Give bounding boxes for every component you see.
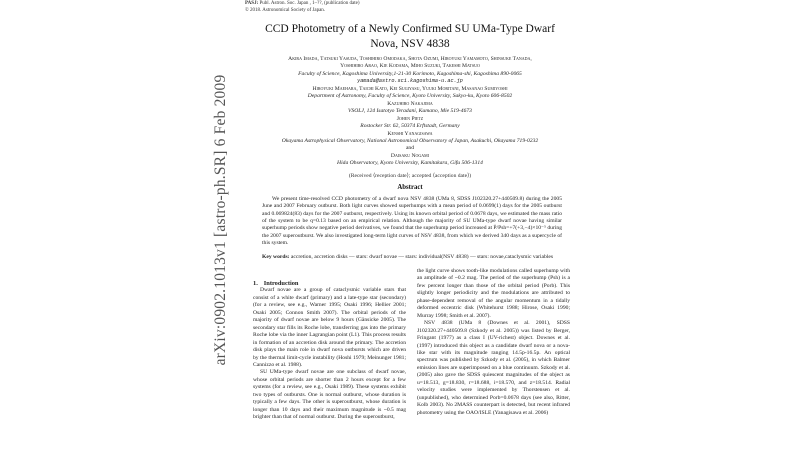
journal-name: PASJ: bbox=[245, 1, 259, 6]
author-line: Akira Imada, Tatsuki Yasuda, Toshihiro Omodaka, Shota Ozumi, Hiroyuki Yamamoto, Shinsuke Tanada, bbox=[288, 56, 532, 62]
author-line: Daisaku Nogami bbox=[390, 152, 430, 159]
section-title: Introduction bbox=[263, 280, 299, 287]
author-line: Hiroyuki Maehara, Taichi Kato, Kei Sugiyasu, Yuuki Moritani, Masanao Sumiyoshi bbox=[312, 85, 508, 92]
received-dates: (Received ⟨reception date⟩; accepted ⟨acception date⟩) bbox=[348, 173, 472, 179]
keywords-list: accretion, accretion disks — stars: dwarf novae — stars: individual(NSV 4838) — stars: novae,cataclysmic variables bbox=[290, 254, 554, 260]
and-separator: and bbox=[405, 145, 415, 152]
keywords-label: Key words: bbox=[262, 254, 290, 260]
abstract-text: We present time-resolved CCD photometry of a dwarf nova NSV 4838 (UMa 8, SDSS J102320.27+440509.8) during the 2005 June and 2007 February outburst. Both light curves showed superhumps with a mean period of 0.0699(1) days for the 2005 outburst and 0.069824(83) days for the 2007 outburst, respectively. Using its known orbital period of 0.0678 days, we estimated the mass ratio of the system to be q=0.13 based on an empirical relation. Although the majority of SU UMa-type dwarf novae having similar superhump periods show negative period derivatives, we found that the superhump period increased at Ṗ/Psh=+7(+3,−4)×10⁻⁵ during the 2007 superoutburst. We also investigated long-term light curves of NSV 4838, from which we derived 340 days as a supercycle of this system. bbox=[262, 196, 562, 247]
copyright-line: © 2018. Astronomical Society of Japan. bbox=[245, 8, 326, 13]
author-block bbox=[250, 56, 570, 168]
author-email: yamada@astro.sci.kagoshima-u.ac.jp bbox=[357, 78, 463, 85]
keywords bbox=[262, 254, 562, 261]
affiliation: Hida Observatory, Kyoto University, Kamitakara, Gifu 506-1314 bbox=[337, 160, 483, 167]
affiliation: VSOLJ, 124 Isatotyo Teradani, Kumano, Mie 519-4673 bbox=[348, 108, 472, 115]
paper-title: CCD Photometry of a Newly Confirmed SU UMa-Type Dwarf Nova, NSV 4838 bbox=[265, 23, 555, 50]
journal-citation: Publ. Astron. Soc. Japan , 1–??, (publication date) bbox=[259, 1, 360, 6]
author-line: Johen Pietz bbox=[396, 115, 424, 122]
author-line: Kazuhiro Nakajima bbox=[387, 100, 433, 107]
paragraph: Dwarf novae are a group of cataclysmic variable stars that consist of a white dwarf (primary) and a late-type star (secondary) (for a review, see e.g., Warner 1995; Osaki 1996; Hellier 2001; Osaki 2005; Connon Smith 2007). The orbital periods of the majority of dwarf novae are below 9 hours (Gänsicke 2005). The secondary star fills its Roche lobe, transferring gas into the primary Roche lobe via the inner Lagrangian point (L1). This process results in formation of an accretion disk around the primary. The accretion disk plays the main role in dwarf nova outbursts which are driven by the thermal limit-cycle instability (Hoshi 1979; Meinunger 1981; Cannizzo et al. 1988). bbox=[253, 287, 406, 368]
journal-header bbox=[245, 0, 359, 14]
abstract-heading: Abstract bbox=[397, 184, 423, 191]
right-column bbox=[417, 268, 570, 417]
paragraph: NSV 4838 (UMa 8 (Downes et al. 2001), SDSS J102320.27+440509.8 (Szkody et al. 2005)) was listed by Berger, Fringant (1977) as a class I (UV-richest) object. Downes et al. (1997) introduced this object as a candidate dwarf nova or a nova-like star with its magnitude ranging 14.5p-16.5p. An optical spectrum was published by Szkody et al. (2005), in which Balmer emission lines are superimposed on a blue continuum. Szkody et al. (2005) also gave the SDSS quiescent magnitudes of the object as u=18.513, g=18.830, r=18.688, i=18.570, and z=18.514. Radial velocity studies were implemented by Thorstensen et al. (unpublished), who determined Porb=0.0678 days (see also, Ritter, Kolb 2003). No 2MASS counterpart is detected, but recent infrared photometry using the OAO/ISLE (Yanagisawa et al. 2006) bbox=[417, 320, 570, 416]
arxiv-sidebar bbox=[207, 74, 235, 366]
arxiv-identifier: arXiv:0902.1013v1 [astro-ph.SR] 6 Feb 2009 bbox=[212, 74, 229, 366]
affiliation: Okayama Astrophysical Observatory, National Astronomical Observatory of Japan, Asakuchi, Okayama 719-0232 bbox=[281, 137, 539, 144]
paragraph: the light curve shows tooth-like modulations called superhump with an amplitude of ~0.2 mag. The period of the superhump (Psh) is a few percent longer than those of the orbital period (Porb). This slightly longer periodicity and the modulations are attributed to phase-dependent removal of the angular momentum in a tidally deformed eccentric disk (Whitehurst 1988; Hirose, Osaki 1990; Murray 1998; Smith et al. 2007). bbox=[417, 268, 570, 319]
paragraph: SU UMa-type dwarf novae are one subclass of dwarf novae, whose orbital periods are shorter than 2 hours except for a few systems (for a review, see e.g., Osaki 1989). These systems exhibit two types of outbursts. One is normal outburst, whose duration is typically a few days. The other is superoutburst, whose duration is longer than 10 days and their maximum magnitude is ~0.5 mag brighter than that of normal outburst. During the superoutburst, bbox=[253, 369, 406, 421]
affiliation: Rostocker Str. 62, 50374 Erftstadt, Germany bbox=[360, 123, 460, 130]
section-number: 1. bbox=[253, 280, 258, 287]
left-column bbox=[253, 280, 406, 422]
affiliation: Faculty of Science, Kagoshima University,1-21-30 Korimoto, Kagoshima-shi, Kagoshima 890-0065 bbox=[298, 70, 522, 77]
author-line: Yoshihiro Arao, Kie Kodama, Miho Suzuki, Takeshi Matsuo bbox=[340, 63, 480, 70]
affiliation: Department of Astronomy, Faculty of Science, Kyoto University, Sakyo-ku, Kyoto 606-8502 bbox=[307, 93, 513, 100]
author-line: Kenshi Yanagisawa bbox=[387, 130, 433, 137]
